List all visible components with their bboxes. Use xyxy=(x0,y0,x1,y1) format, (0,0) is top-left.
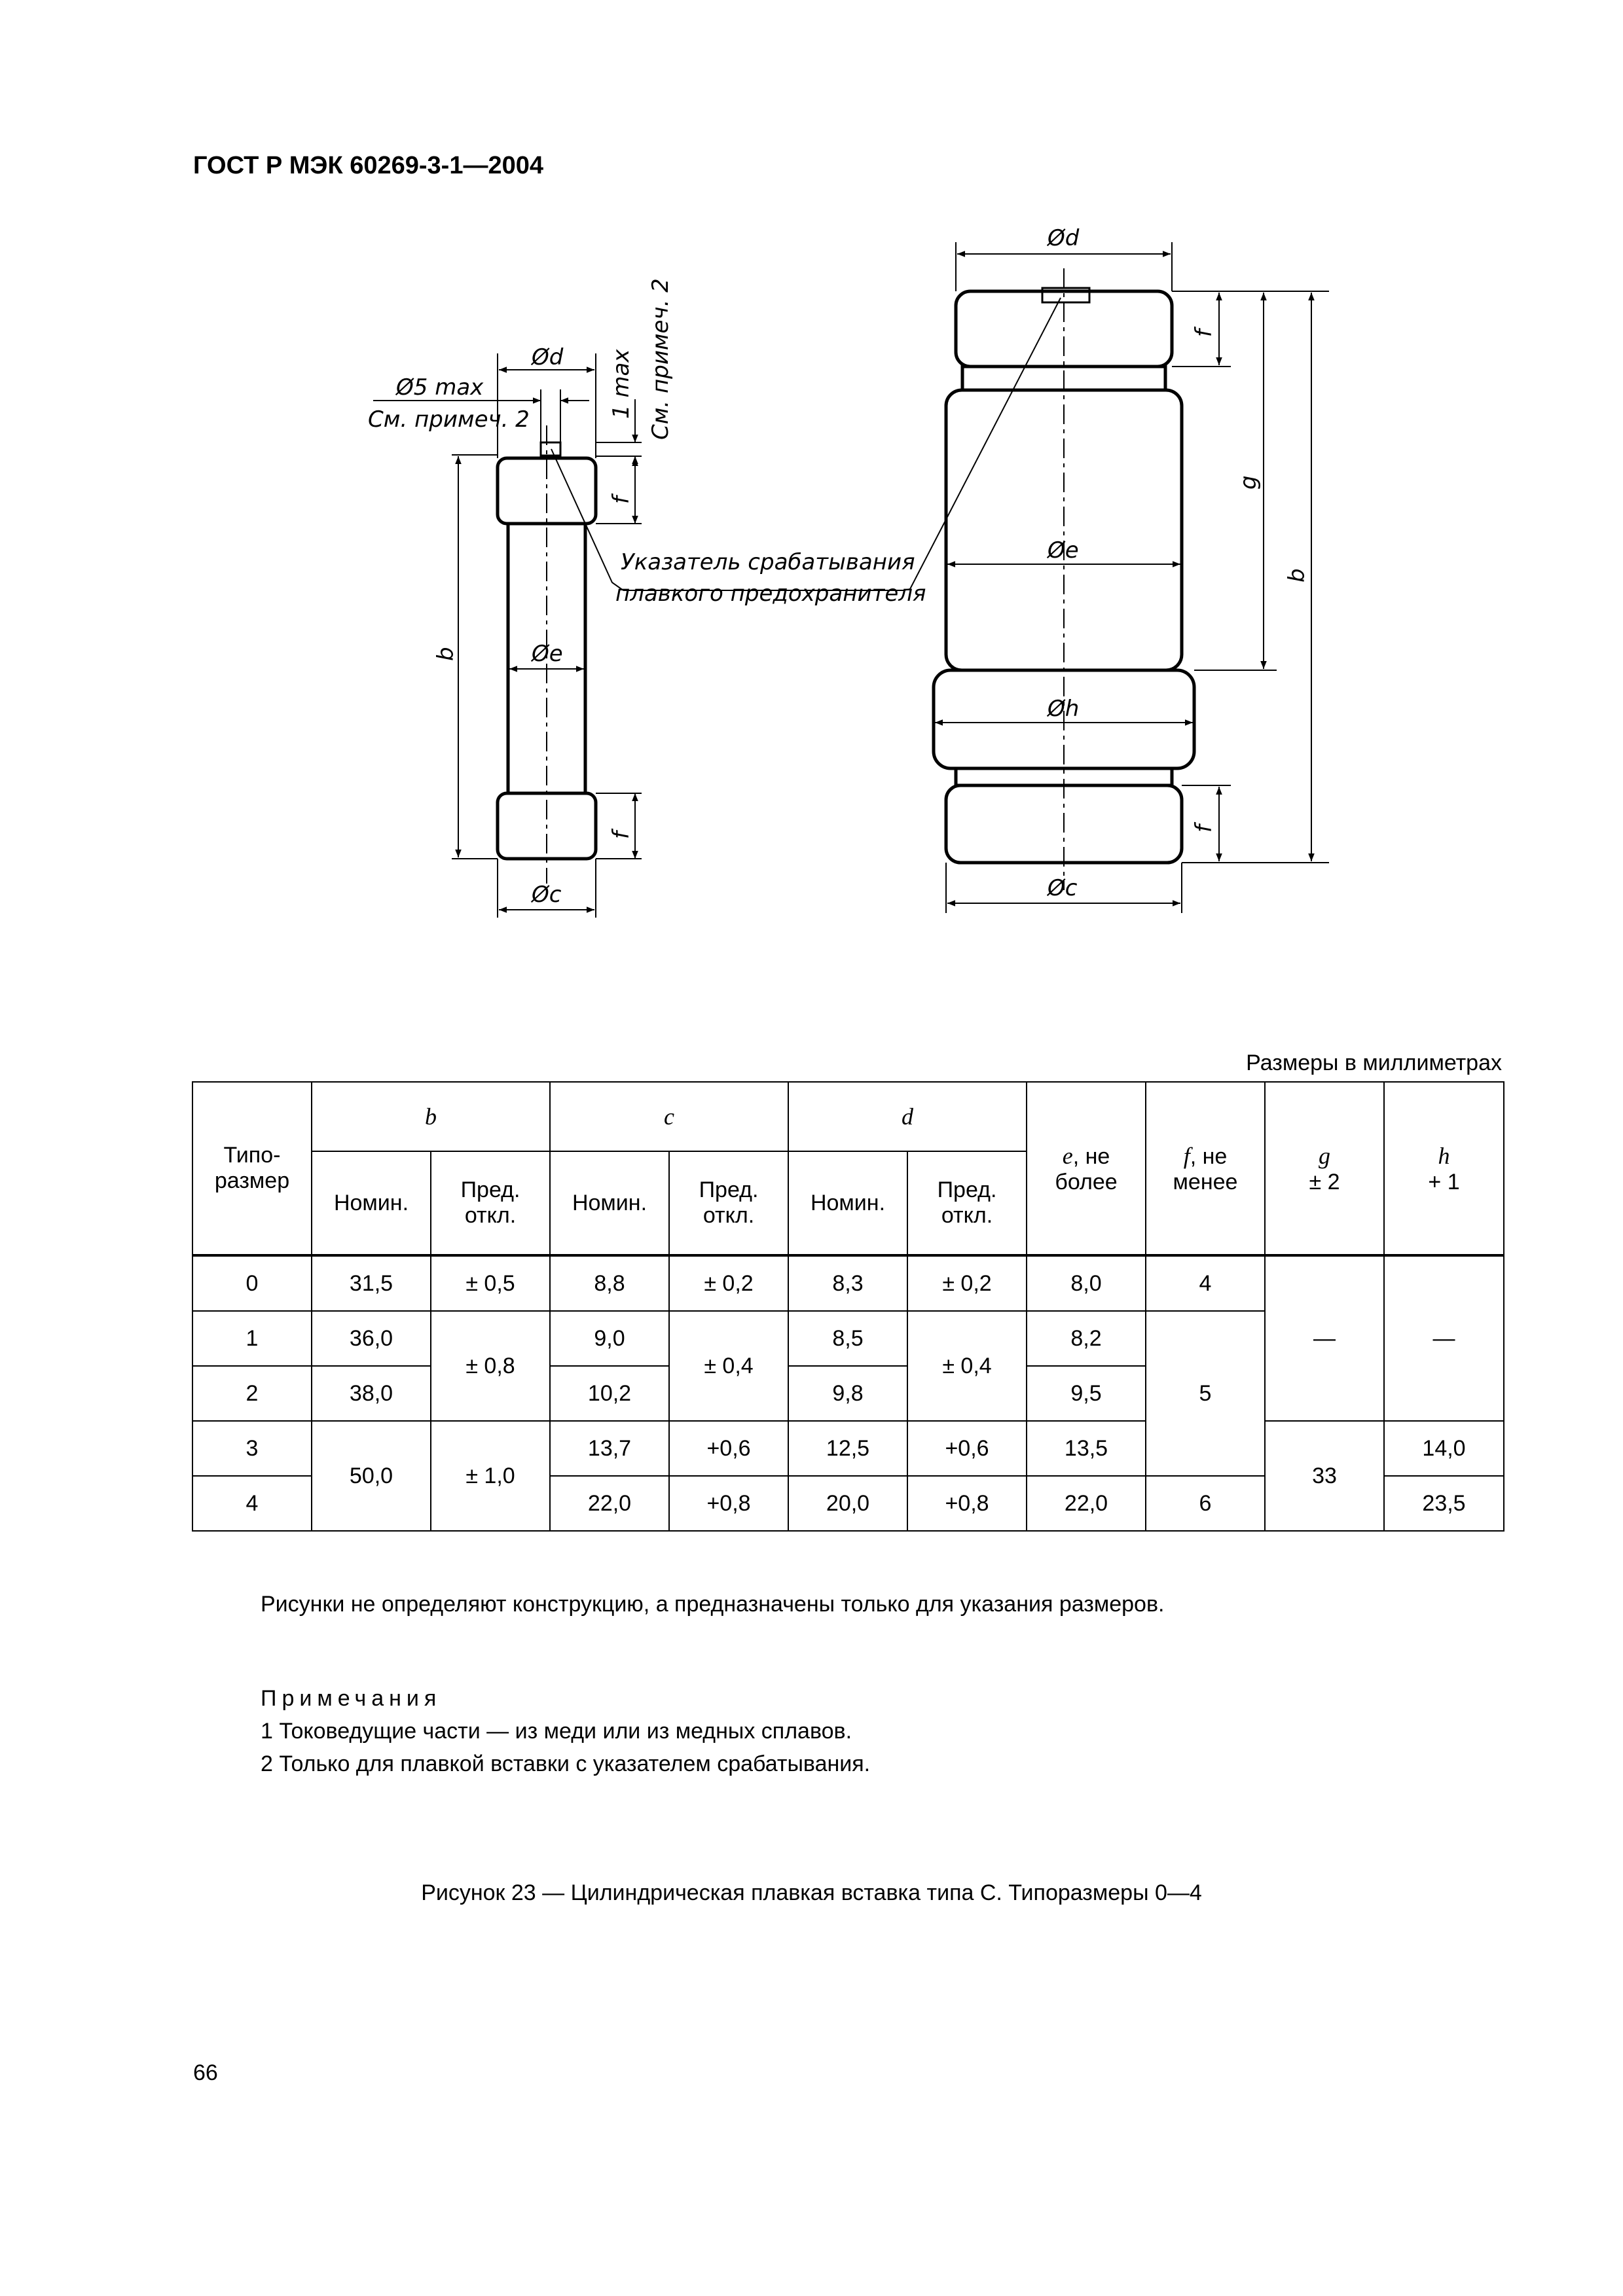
header-b: b xyxy=(312,1082,550,1151)
table-row: 4 22,0 +0,8 20,0 +0,8 22,0 6 23,5 xyxy=(192,1476,1504,1531)
document-header: ГОСТ Р МЭК 60269-3-1—2004 xyxy=(193,152,543,179)
label-1max: 1 max xyxy=(608,349,634,419)
units-note: Размеры в миллиметрах xyxy=(1246,1050,1502,1075)
header-h: h + 1 xyxy=(1384,1082,1504,1255)
header-d-nom: Номин. xyxy=(788,1151,907,1255)
fuse-drawing xyxy=(0,0,1623,982)
table-row: 3 50,0 ± 1,0 13,7 +0,6 12,5 +0,6 13,5 33 14,0 xyxy=(192,1421,1504,1476)
disclaimer-text: Рисунки не определяют конструкцию, а предназначены только для указания размеров. xyxy=(261,1592,1165,1617)
label-f-small-bottom: f xyxy=(608,831,634,839)
label-c-small: Øc xyxy=(532,882,562,908)
header-c-nom: Номин. xyxy=(550,1151,669,1255)
header-f: f, не менее xyxy=(1146,1082,1265,1255)
label-f-large-top: f xyxy=(1191,329,1217,337)
page-number: 66 xyxy=(193,2060,218,2085)
header-e: e, не более xyxy=(1027,1082,1146,1255)
table-row: 2 38,0 10,2 9,8 9,5 xyxy=(192,1366,1504,1421)
large-fuse xyxy=(623,242,1329,913)
notes-block xyxy=(261,1682,870,1780)
header-c: c xyxy=(550,1082,788,1151)
header-d: d xyxy=(788,1082,1027,1151)
table-row: 1 36,0 ± 0,8 9,0 ± 0,4 8,5 ± 0,4 8,2 5 xyxy=(192,1311,1504,1366)
figure-caption: Рисунок 23 — Цилиндрическая плавкая вставка типа С. Типоразмеры 0—4 xyxy=(421,1880,1202,1905)
label-f-large-bottom: f xyxy=(1191,825,1217,833)
label-g-large: g xyxy=(1235,475,1262,490)
table-row: 0 31,5 ± 0,5 8,8 ± 0,2 8,3 ± 0,2 8,0 4 — — xyxy=(192,1255,1504,1311)
notes-title: Примечания xyxy=(261,1686,442,1711)
header-d-dev: Пред. откл. xyxy=(907,1151,1027,1255)
header-b-dev: Пред. откл. xyxy=(431,1151,550,1255)
label-b-small: b xyxy=(433,647,459,661)
header-b-nom: Номин. xyxy=(312,1151,431,1255)
label-e-large: Øe xyxy=(1048,537,1079,564)
note-1: 1 Токоведущие части — из меди или из медных сплавов. xyxy=(261,1719,852,1744)
header-g: g ± 2 xyxy=(1265,1082,1384,1255)
label-note2-vertical: См. примеч. 2 xyxy=(647,278,674,440)
header-typesize: Типо- размер xyxy=(192,1082,312,1255)
label-d-small: Ød xyxy=(532,344,564,370)
label-h-large: Øh xyxy=(1048,696,1080,722)
label-c-large: Øc xyxy=(1048,875,1078,901)
note-2: 2 Только для плавкой вставки с указателем срабатывания. xyxy=(261,1751,871,1776)
label-e-small: Øe xyxy=(532,641,563,667)
label-5max: Ø5 max xyxy=(396,374,484,401)
small-fuse xyxy=(373,353,642,918)
label-b-large: b xyxy=(1284,568,1310,583)
label-d-large: Ød xyxy=(1048,225,1080,251)
header-c-dev: Пред. откл. xyxy=(669,1151,788,1255)
label-note2: См. примеч. 2 xyxy=(368,406,530,433)
pointer-label-line1: Указатель срабатывания xyxy=(621,549,915,575)
label-f-small-top: f xyxy=(608,496,634,504)
dimensions-table xyxy=(192,1081,1504,1532)
pointer-label-line2: плавкого предохранителя xyxy=(615,581,926,607)
